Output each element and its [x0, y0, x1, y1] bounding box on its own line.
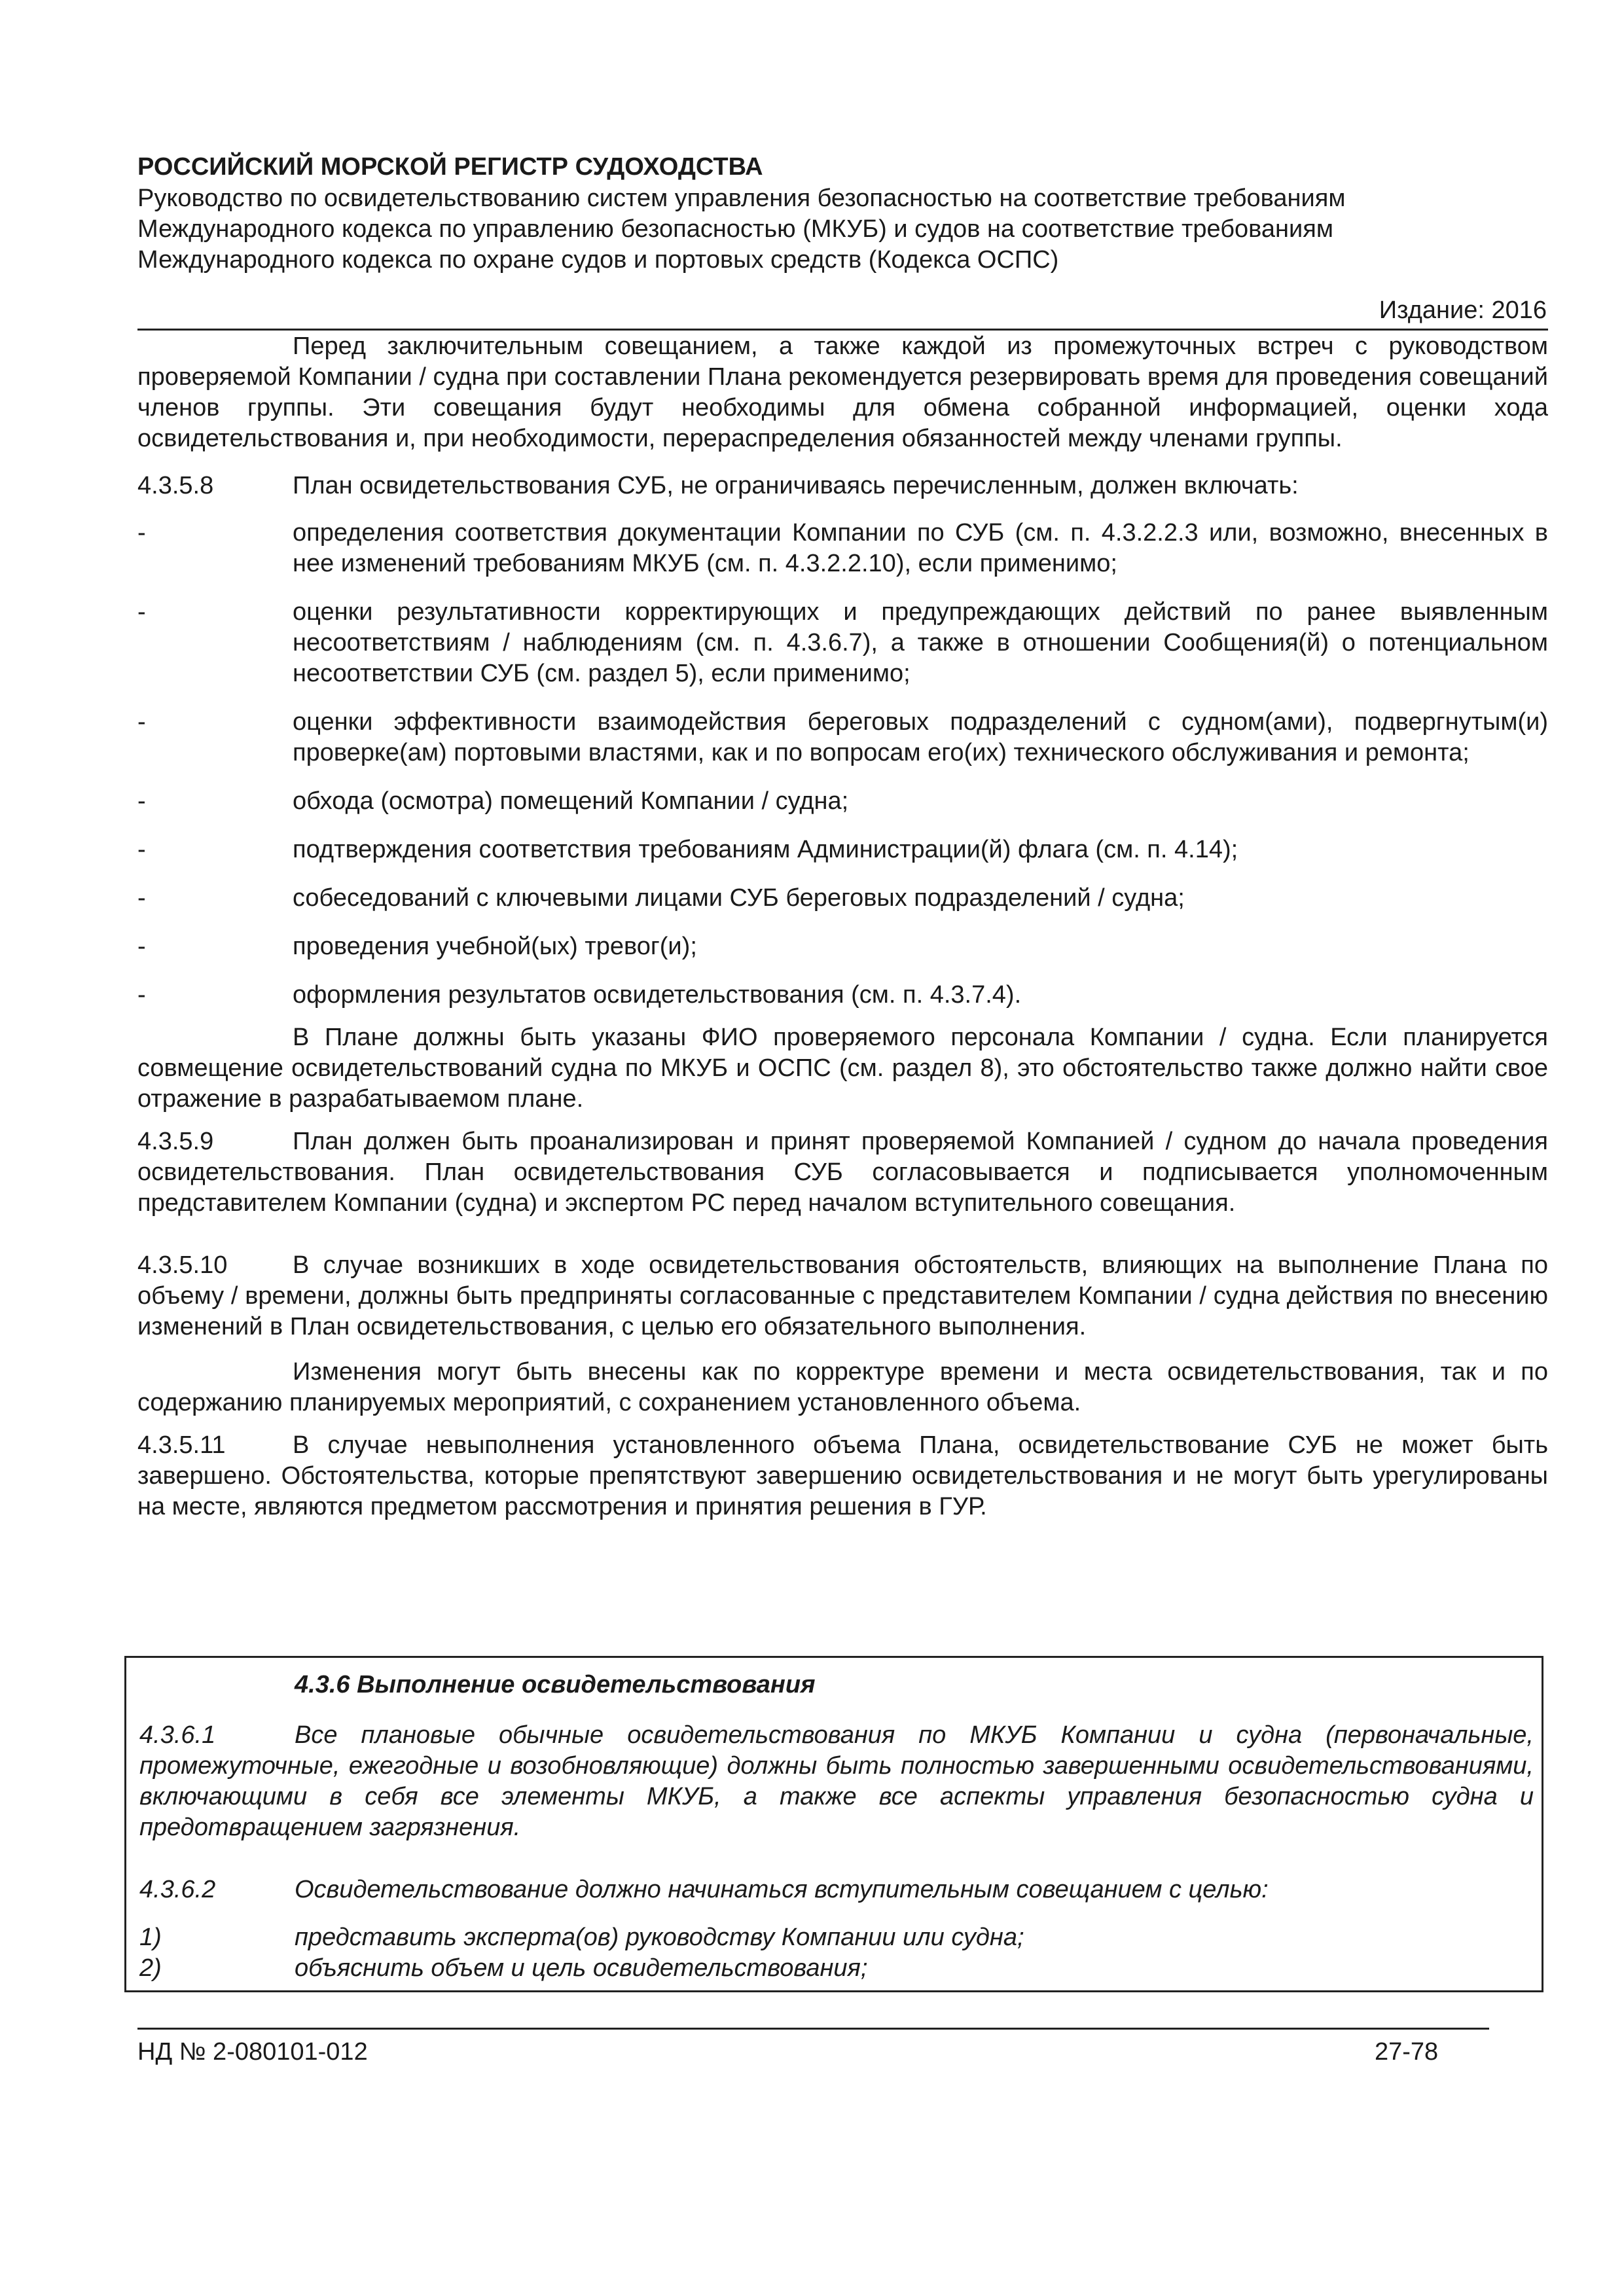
section-text: В случае возникших в ходе освидетельствования обстоятельств, влияющих на выполнение Плана по объему / времени, должны быть предприняты согласованные с представителем Компании / судна действия по внесению изменений в План освидетельствования, с целью его обязательного выполнения.: [137, 1251, 1548, 1340]
list-item: [137, 883, 1548, 914]
list-bullet: -: [137, 981, 146, 1009]
section-number: 4.3.5.9: [137, 1128, 214, 1155]
list-item: [137, 597, 1548, 689]
list-number: 2): [139, 1954, 162, 1982]
list-bullet: -: [137, 884, 146, 912]
list-item-text: собеседований с ключевыми лицами СУБ береговых подразделений / судна;: [293, 884, 1185, 912]
document-body: [137, 331, 1548, 1522]
list-item-text: оформления результатов освидетельствования (см. п. 4.3.7.4).: [293, 981, 1022, 1009]
document-number: НД № 2-080101-012: [137, 2038, 368, 2066]
section-4-3-5-8: [137, 471, 1548, 501]
list-item: [137, 518, 1548, 579]
edition-label: Издание: 2016: [1379, 296, 1547, 324]
organization-title: РОССИЙСКИЙ МОРСКОЙ РЕГИСТР СУДОХОДСТВА: [137, 153, 763, 181]
section-number: 4.3.6.1: [139, 1721, 216, 1749]
plan-contents-list: [137, 501, 1548, 1011]
intro-paragraph: Перед заключительным совещанием, а также каждой из промежуточных встреч с руководством проверяемой Компании / судна при составлении Плана рекомендуется резервировать время для проведения совещаний членов группы. Эти совещания будут необходимы для обмена собранной информацией, оценки хода освидетельствования и, при необходимости, перераспределения обязанностей между членами группы.: [137, 332, 1548, 452]
page-number: 27-78: [1375, 2038, 1439, 2066]
subtitle-line: Международного кодекса по управлению безопасностью (МКУБ) и судов на соответствие требованиям: [137, 215, 1333, 243]
section-number: 4.3.5.10: [137, 1251, 228, 1279]
subtitle-line: Руководство по освидетельствованию систем управления безопасностью на соответствие требованиям: [137, 185, 1346, 212]
list-bullet: -: [137, 787, 146, 815]
subtitle-line: Международного кодекса по охране судов и портовых средств (Кодекса ОСПС): [137, 246, 1059, 274]
list-item: [137, 980, 1548, 1011]
section-text: План должен быть проанализирован и принят проверяемой Компанией / судном до начала проведения освидетельствования. План освидетельствования СУБ согласовывается и подписывается уполномоченным представителем Компании (судна) и экспертом РС перед началом вступительного совещания.: [137, 1128, 1548, 1217]
list-bullet: -: [137, 836, 146, 863]
section-4-3-6-1: [139, 1720, 1534, 1843]
section-4-3-5-11: [137, 1430, 1548, 1522]
section-4-3-5-9: [137, 1126, 1548, 1219]
section-number: 4.3.6.2: [139, 1876, 216, 1903]
list-number: 1): [139, 1924, 162, 1951]
changes-paragraph: Изменения могут быть внесены как по корректуре времени и места освидетельствования, так и по содержанию планируемых мероприятий, с сохранением установленного объема.: [137, 1358, 1548, 1416]
section-4-3-5-10: [137, 1250, 1548, 1342]
section-text: В случае невыполнения установленного объема Плана, освидетельствование СУБ не может быть завершено. Обстоятельства, которые препятствуют завершению освидетельствования и не могут быть урегулированы на месте, являются предметом рассмотрения и принятия решения в ГУР.: [137, 1431, 1548, 1520]
list-item-text: оценки результативности корректирующих и предупреждающих действий по ранее выявленным несоответствиям / наблюдениям (см. п. 4.3.6.7), а также в отношении Сообщения(й) о потенциальном несоответствии СУБ (см. раздел 5), если применимо;: [293, 598, 1548, 687]
list-item: [137, 931, 1548, 962]
list-item-text: оценки эффективности взаимодействия береговых подразделений с судном(ами), подвергнутым(и) проверке(ам) портовыми властями, как и по вопросам его(их) технического обслуживания и ремонта;: [293, 708, 1548, 766]
plan-fio-paragraph: В Плане должны быть указаны ФИО проверяемого персонала Компании / судна. Если планируется совмещение освидетельствований судна по МКУБ и ОСПС (см. раздел 8), это обстоятельство также должно найти свое отражение в разрабатываемом плане.: [137, 1024, 1548, 1113]
list-item: [139, 1922, 1534, 1953]
document-subtitle: [137, 183, 1545, 276]
section-4-3-6-2: [139, 1874, 1534, 1905]
list-item-text: обхода (осмотра) помещений Компании / судна;: [293, 787, 849, 815]
list-item-text: подтверждения соответствия требованиям Администрации(й) флага (см. п. 4.14);: [293, 836, 1238, 863]
section-number: 4.3.5.8: [137, 472, 214, 499]
list-item-text: проведения учебной(ых) тревог(и);: [293, 933, 697, 960]
section-text: Все плановые обычные освидетельствования по МКУБ Компании и судна (первоначальные, промежуточные, ежегодные и возобновляющие) должны быть полностью завершенными освидетельствованиями, включающими в себя все элементы МКУБ, а также все аспекты управления безопасностью судна и предотвращением загрязнения.: [139, 1721, 1534, 1841]
list-item: [139, 1953, 1534, 1984]
list-item: [137, 786, 1548, 817]
section-text: Освидетельствование должно начинаться вступительным совещанием с целью:: [295, 1876, 1269, 1903]
section-heading: 4.3.6 Выполнение освидетельствования: [295, 1671, 816, 1698]
header-divider: [137, 329, 1548, 331]
section-number: 4.3.5.11: [137, 1431, 226, 1459]
section-text: План освидетельствования СУБ, не ограничиваясь перечисленным, должен включать:: [293, 472, 1299, 499]
list-item: [137, 834, 1548, 865]
list-bullet: -: [137, 519, 146, 547]
list-bullet: -: [137, 708, 146, 736]
list-bullet: -: [137, 598, 146, 626]
list-item-text: представить эксперта(ов) руководству Компании или судна;: [295, 1924, 1024, 1951]
list-item-text: определения соответствия документации Компании по СУБ (см. п. 4.3.2.2.3 или, возможно, внесенных в нее изменений требованиям МКУБ (см. п. 4.3.2.2.10), если применимо;: [293, 519, 1548, 577]
footer-divider: [137, 2028, 1489, 2030]
list-bullet: -: [137, 933, 146, 960]
list-item: [137, 707, 1548, 768]
section-4-3-6-box: [124, 1656, 1543, 1992]
list-item-text: объяснить объем и цель освидетельствования;: [295, 1954, 868, 1982]
